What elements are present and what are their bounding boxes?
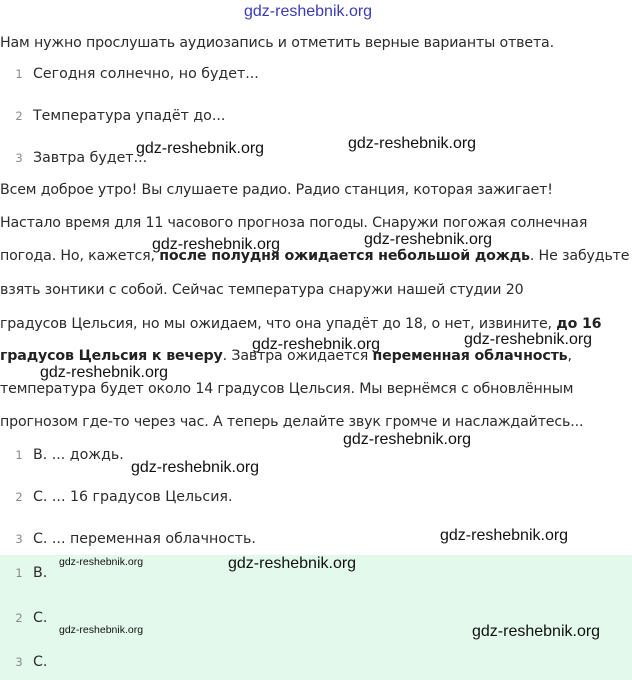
- question-item: [0, 147, 147, 169]
- site-watermark: gdz-reshebnik.org: [464, 331, 593, 348]
- answers-panel: [0, 555, 632, 680]
- option-text: B. ... дождь.: [33, 447, 124, 463]
- transcript-text: ,: [567, 348, 572, 364]
- question-number: 1: [15, 67, 23, 81]
- option-text: C. ... переменная облачность.: [33, 531, 256, 547]
- answer-item: [0, 562, 47, 584]
- site-watermark: gdz-reshebnik.org: [40, 364, 169, 381]
- site-watermark: gdz-reshebnik.org: [228, 555, 357, 572]
- question-number: 2: [15, 109, 23, 123]
- answer-number: 2: [15, 611, 23, 625]
- transcript-text: . Завтра ожидается: [222, 348, 373, 364]
- transcript-line: прогнозом где-то через час. А теперь делайте звук громче и наслаждайтесь...: [0, 414, 584, 430]
- site-watermark: gdz-reshebnik.org: [440, 527, 569, 544]
- question-item: [0, 105, 225, 127]
- transcript-line: температура будет около 14 градусов Цельсия. Мы вернёмся с обновлённым: [0, 381, 574, 397]
- option-number: 3: [15, 532, 23, 546]
- question-text: Температура упадёт до...: [33, 108, 226, 124]
- site-watermark: gdz-reshebnik.org: [136, 140, 265, 157]
- option-number: 2: [15, 490, 23, 504]
- transcript-highlight: градусов Цельсия к вечеру: [0, 348, 223, 364]
- site-watermark: gdz-reshebnik.org: [59, 624, 144, 636]
- answer-text: C.: [33, 610, 48, 626]
- transcript-highlight: до 16: [556, 316, 602, 332]
- transcript-highlight: переменная облачность: [372, 348, 568, 364]
- transcript-line: взять зонтики с собой. Сейчас температура снаружи нашей студии 20: [0, 282, 524, 298]
- transcript-highlight: после полудня ожидается небольшой дождь: [159, 248, 530, 264]
- transcript-line: Настало время для 11 часового прогноза погоды. Снаружи погожая солнечная: [0, 215, 588, 231]
- answer-item: [0, 607, 47, 629]
- option-text: C. ... 16 градусов Цельсия.: [33, 489, 233, 505]
- site-watermark: gdz-reshebnik.org: [343, 431, 472, 448]
- answer-text: C.: [33, 654, 48, 670]
- site-watermark: gdz-reshebnik.org: [59, 556, 144, 568]
- transcript-text: погода. Но, кажется,: [0, 248, 160, 264]
- transcript-text: градусов Цельсия, но мы ожидаем, что она упадёт до 18, о нет, извините,: [0, 316, 557, 332]
- question-text: Сегодня солнечно, но будет...: [33, 66, 259, 82]
- site-watermark: gdz-reshebnik.org: [152, 236, 281, 253]
- question-number: 3: [15, 151, 23, 165]
- site-watermark: gdz-reshebnik.org: [472, 623, 601, 640]
- site-watermark: gdz-reshebnik.org: [131, 459, 260, 476]
- task-instruction: Нам нужно прослушать аудиозапись и отметить верные варианты ответа.: [0, 35, 554, 51]
- option-item: [0, 528, 256, 550]
- answer-item: [0, 651, 47, 673]
- answer-text: B.: [33, 565, 48, 581]
- question-text: Завтра будет...: [33, 150, 148, 166]
- transcript-line: Всем доброе утро! Вы слушаете радио. Радио станция, которая зажигает!: [0, 182, 553, 198]
- answer-number: 3: [15, 655, 23, 669]
- option-number: 1: [15, 448, 23, 462]
- question-item: [0, 63, 259, 85]
- transcript-line: [0, 246, 629, 266]
- transcript-text: . Не забудьте: [529, 248, 630, 264]
- site-watermark: gdz-reshebnik.org: [348, 135, 477, 152]
- option-item: [0, 444, 124, 466]
- site-watermark: gdz-reshebnik.org: [364, 231, 493, 248]
- site-watermark-header: gdz-reshebnik.org: [244, 3, 373, 20]
- option-item: [0, 486, 232, 508]
- answer-number: 1: [15, 566, 23, 580]
- site-watermark: gdz-reshebnik.org: [252, 336, 381, 353]
